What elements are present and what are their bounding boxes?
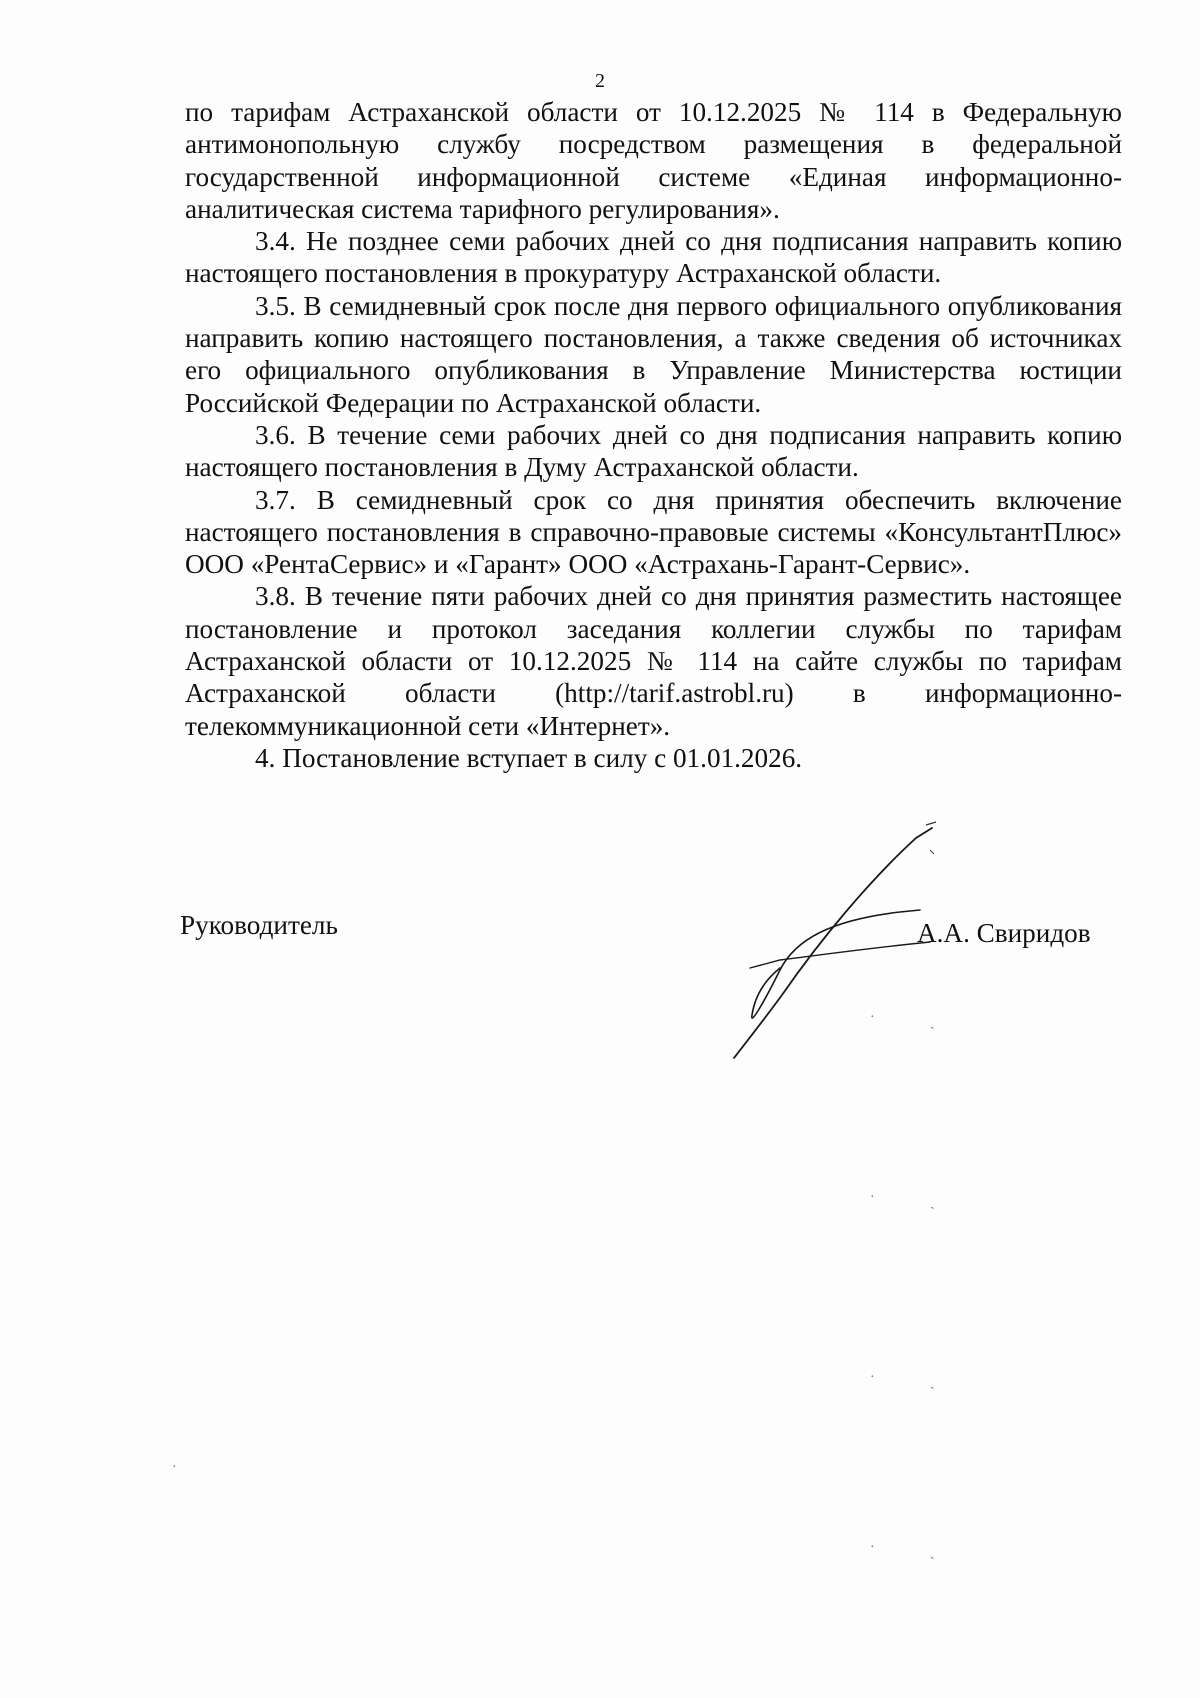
paragraph-3-5: 3.5. В семидневный срок после дня первого официального опубликования направить копию настоящего постановления, а также сведения об источниках его официального опубликования в Управление Министерства юстиции Российской Федерации по Астраханской области. [185, 290, 1122, 418]
paragraph-3-4: 3.4. Не позднее семи рабочих дней со дня подписания направить копию настоящего постановления в прокуратуру Астраханской области. [185, 226, 1122, 289]
scan-speck-9: · [172, 1460, 177, 1475]
paragraph-3-6: 3.6. В течение семи рабочих дней со дня подписания направить копию настоящего постановления в Думу Астраханской области. [185, 419, 1122, 483]
scan-speck-1: · [870, 1010, 875, 1025]
scan-speck-7: · [870, 1540, 875, 1555]
page-number: 2 [595, 70, 605, 92]
signer-role: Руководитель [180, 910, 338, 940]
scan-speck-4: ˎ [930, 1195, 935, 1210]
scan-speck-8: ˎ [930, 1545, 935, 1560]
scan-speck-5: · [870, 1370, 875, 1385]
paragraph-4: 4. Постановление вступает в силу с 01.01.2026. [255, 742, 803, 773]
scan-speck-3: · [870, 1190, 875, 1205]
paragraph-3-3-continuation: по тарифам Астраханской области от 10.12.2025 № 114 в Федеральную антимонопольную службу посредством размещения в федеральной государственной информационной системе «Единая информационно-аналитическая система тарифного регулирования». [185, 97, 1122, 224]
signer-name: А.А. Свиридов [917, 918, 1091, 948]
paragraph-3-7: 3.7. В семидневный срок со дня принятия обеспечить включение настоящего постановления в справочно-правовые системы «КонсультантПлюс» ООО «РентаСервис» и «Гарант» ООО «Астрахань-Гарант-Сервис». [185, 484, 1122, 580]
document-body [185, 96, 1122, 774]
scan-speck-2: ˎ [930, 1015, 935, 1030]
scan-speck-6: ˎ [930, 1375, 935, 1390]
paragraph-3-8: 3.8. В течение пяти рабочих дней со дня принятия разместить настоящее постановление и протокол заседания коллегии службы по тарифам Астраханской области от 10.12.2025 № 114 на сайте службы по тарифам Астраханской области (http://tarif.astrobl.ru) в информационно-телекоммуникационной сети «Интернет». [185, 581, 1122, 741]
